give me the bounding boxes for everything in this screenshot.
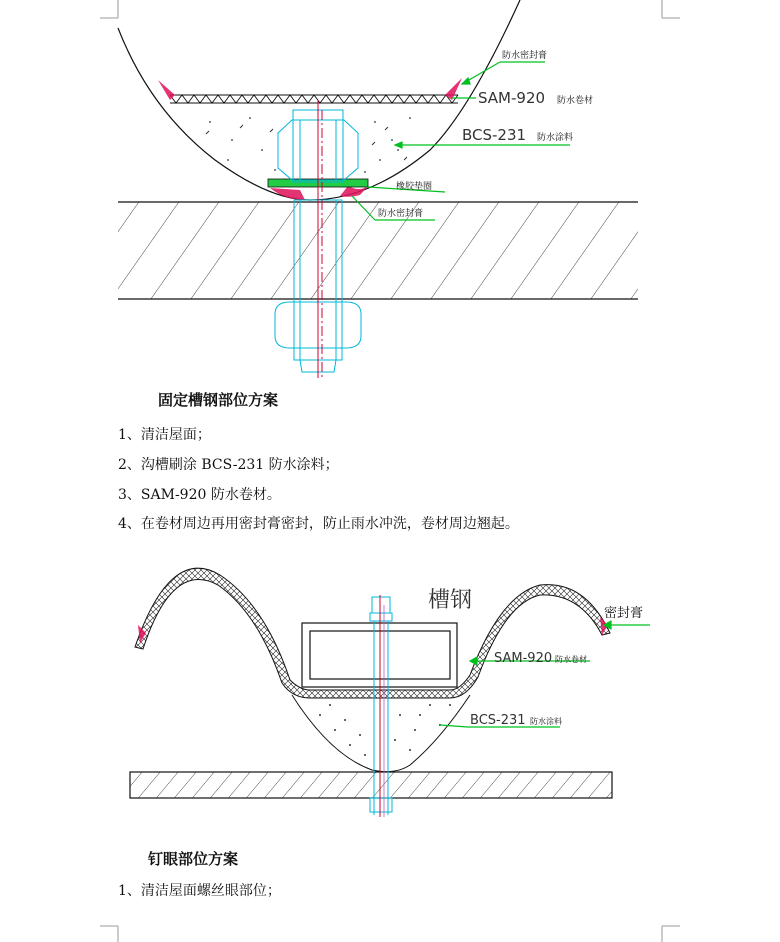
label-sealant: 密封膏 — [604, 606, 644, 621]
coating-bowl — [292, 695, 470, 772]
membrane-layer — [170, 95, 458, 103]
label-coating-2: BCS-231 — [470, 713, 526, 728]
section1-step-1: 1、清洁屋面； — [118, 427, 211, 443]
label-washer: 橡胶垫圈 — [396, 182, 433, 192]
bolt-detail-diagram — [0, 0, 780, 380]
label-membrane-suffix-2: 防水卷材 — [555, 655, 587, 664]
label-membrane-suffix: 防水卷材 — [557, 96, 594, 106]
label-coating-suffix: 防水涂料 — [537, 133, 574, 143]
label-membrane-2: SAM-920 — [494, 651, 553, 666]
channel-steel-diagram — [0, 555, 780, 835]
label-coating: BCS-231 — [462, 126, 527, 144]
section2-step-1: 1、清洁屋面螺丝眼部位； — [118, 883, 281, 899]
section1-step-4: 4、在卷材周边再用密封膏密封，防止雨水冲洗，卷材周边翘起。 — [118, 516, 519, 532]
label-coating-suffix-2: 防水涂料 — [530, 717, 562, 726]
label-channel: 槽钢 — [428, 588, 473, 613]
section2-title: 钉眼部位方案 — [148, 850, 239, 868]
label-membrane: SAM-920 — [478, 89, 546, 107]
label-sealant-top: 防水密封膏 — [502, 51, 548, 61]
section1-step-3: 3、SAM-920 防水卷材。 — [118, 487, 281, 503]
roof-base-slab — [130, 772, 612, 798]
section1-step-2: 2、沟槽刷涂 BCS-231 防水涂料； — [118, 457, 339, 473]
coating-speckles-2 — [319, 704, 451, 756]
label-sealant-bottom: 防水密封膏 — [378, 209, 424, 219]
coating-speckles — [206, 117, 411, 173]
section1-title: 固定槽钢部位方案 — [158, 391, 279, 409]
